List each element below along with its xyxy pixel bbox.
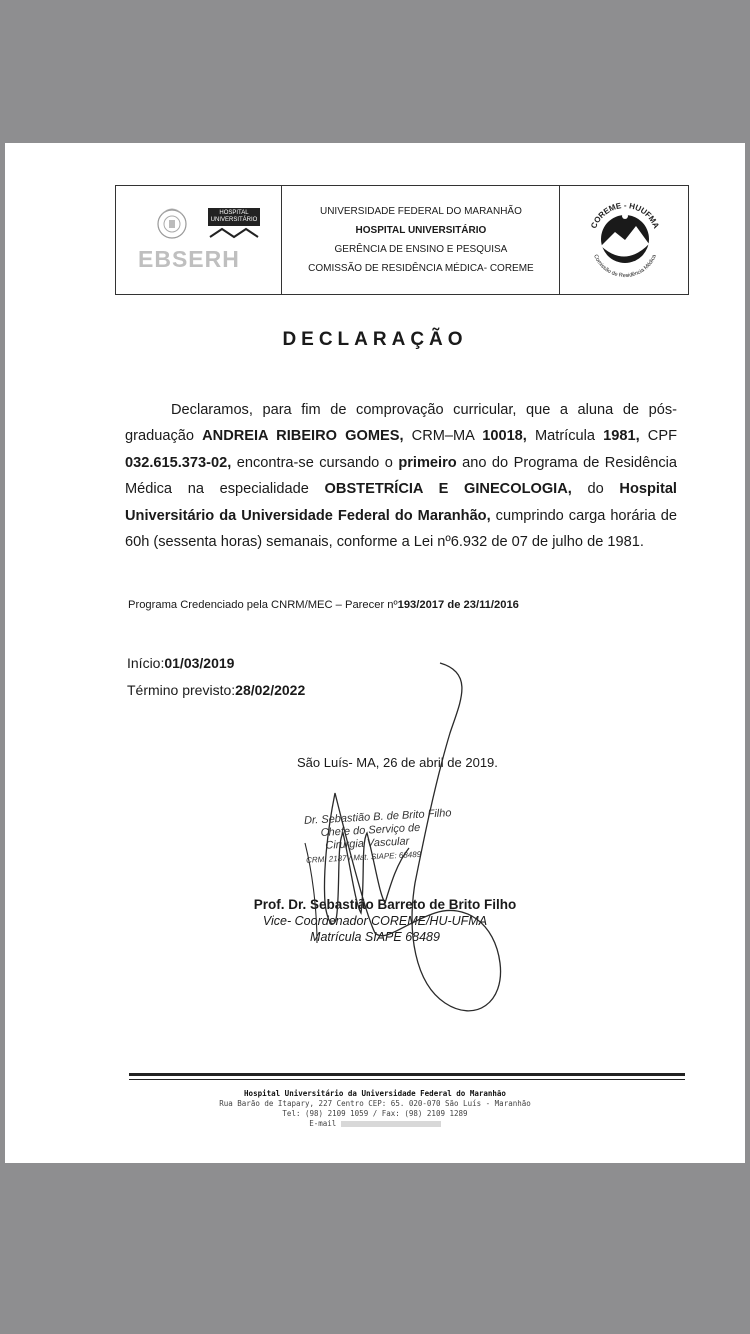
cpf-number: 032.615.373-02, <box>125 454 232 471</box>
letterhead-logos <box>116 186 282 294</box>
university-seal-icon <box>148 202 196 242</box>
letterhead-institution <box>282 186 560 294</box>
stamp-line: Chefe do Serviço de <box>320 821 421 840</box>
specialty: OBSTETRÍCIA E GINECOLOGIA, <box>324 481 572 498</box>
hospital-logo <box>208 208 260 238</box>
doctor-stamp <box>304 807 454 867</box>
signatory-role: Vice- Coordenador COREME/HU-UFMA <box>262 914 488 928</box>
stamp-line: Cirurgia Vascular <box>325 835 410 852</box>
start-date <box>127 650 305 677</box>
ebserh-logo: EBSERH <box>138 246 240 272</box>
signatory-name: Prof. Dr. Sebastião Barreto de Brito Filho <box>253 897 517 912</box>
footer-phone: Tel: (98) 2109 1059 / Fax: (98) 2109 1289 <box>282 1109 468 1118</box>
footer <box>5 1089 745 1129</box>
hospital-logo-mark-icon <box>208 227 260 239</box>
body-text: CRM–MA <box>403 428 483 445</box>
stamp-line: Dr. Sebastião B. de Brito Filho <box>303 807 452 827</box>
body-text: CPF <box>639 428 677 445</box>
institution-line: HOSPITAL UNIVERSITÁRIO <box>355 225 487 236</box>
footer-hospital-name: Hospital Universitário da Universidade Federal do Maranhão <box>244 1089 506 1098</box>
end-date-value: 28/02/2022 <box>235 682 306 698</box>
footer-divider <box>129 1073 685 1076</box>
seal-top-text: COREME - HUUFMA <box>589 200 662 230</box>
hospital-name: Hospital Universitário da Universidade Federal do Maranhão, <box>125 481 677 524</box>
credential-text: Programa Credenciado pela CNRM/MEC – Parecer nº <box>128 599 398 611</box>
footer-divider <box>129 1079 685 1080</box>
end-date <box>127 677 305 704</box>
hospital-logo-text: HOSPITAL UNIVERSITÁRIO <box>208 208 260 226</box>
body-text: do <box>571 481 620 498</box>
body-text: encontra-se cursando o <box>231 454 399 471</box>
signatory-registration: Matrícula SIAPE 68489 <box>310 930 440 944</box>
start-date-label: Início: <box>127 655 165 671</box>
letterhead <box>115 185 689 295</box>
footer-address: Rua Barão de Itapary, 227 Centro CEP: 65. 020-070 São Luís - Maranhão <box>219 1099 531 1108</box>
place-and-date: São Luís- MA, 26 de abril de 2019. <box>297 755 498 770</box>
footer-email-blurred <box>341 1121 441 1127</box>
end-date-label: Término previsto: <box>127 682 236 698</box>
body-text: Matrícula <box>526 428 604 445</box>
seal-bottom-text: Comissão de Residência Médica <box>592 253 659 280</box>
footer-email <box>5 1119 745 1129</box>
body-text: cumprindo carga horária de 60h (sessenta horas) semanais, conforme a Lei nº6.932 de 07 de julho de 1981. <box>125 507 677 551</box>
credential-line <box>128 599 519 611</box>
start-date-value: 01/03/2019 <box>164 655 235 671</box>
institution-line: UNIVERSIDADE FEDERAL DO MARANHÃO <box>319 206 522 217</box>
institution-line: GERÊNCIA DE ENSINO E PESQUISA <box>334 244 508 255</box>
signatory-block <box>5 897 745 945</box>
program-dates <box>127 650 305 704</box>
body-text: Declaramos, para fim de comprovação curricular, que a aluna de pós-graduação <box>125 402 677 445</box>
declaration-body <box>125 397 677 555</box>
crm-number: 10018, <box>482 428 527 445</box>
body-text: ano do Programa de Residência Médica na especialidade <box>125 454 678 498</box>
footer-email-label: E-mail <box>309 1119 337 1128</box>
institution-line: COMISSÃO DE RESIDÊNCIA MÉDICA- COREME <box>308 263 534 274</box>
student-name: ANDREIA RIBEIRO GOMES, <box>202 428 404 445</box>
letterhead-seal <box>560 186 688 294</box>
coreme-seal-icon <box>580 194 670 284</box>
credential-parecer: 193/2017 de 23/11/2016 <box>397 599 519 611</box>
stamp-line: CRM: 2187 / Mat. SIAPE: 68489 <box>305 849 422 865</box>
document-page <box>5 143 745 1163</box>
document-title: DECLARAÇÃO <box>282 329 468 350</box>
residency-year: primeiro <box>398 454 457 471</box>
matricula-number: 1981, <box>603 428 640 445</box>
handwritten-signature-icon <box>5 143 745 1163</box>
declaration-paragraph <box>125 397 677 555</box>
